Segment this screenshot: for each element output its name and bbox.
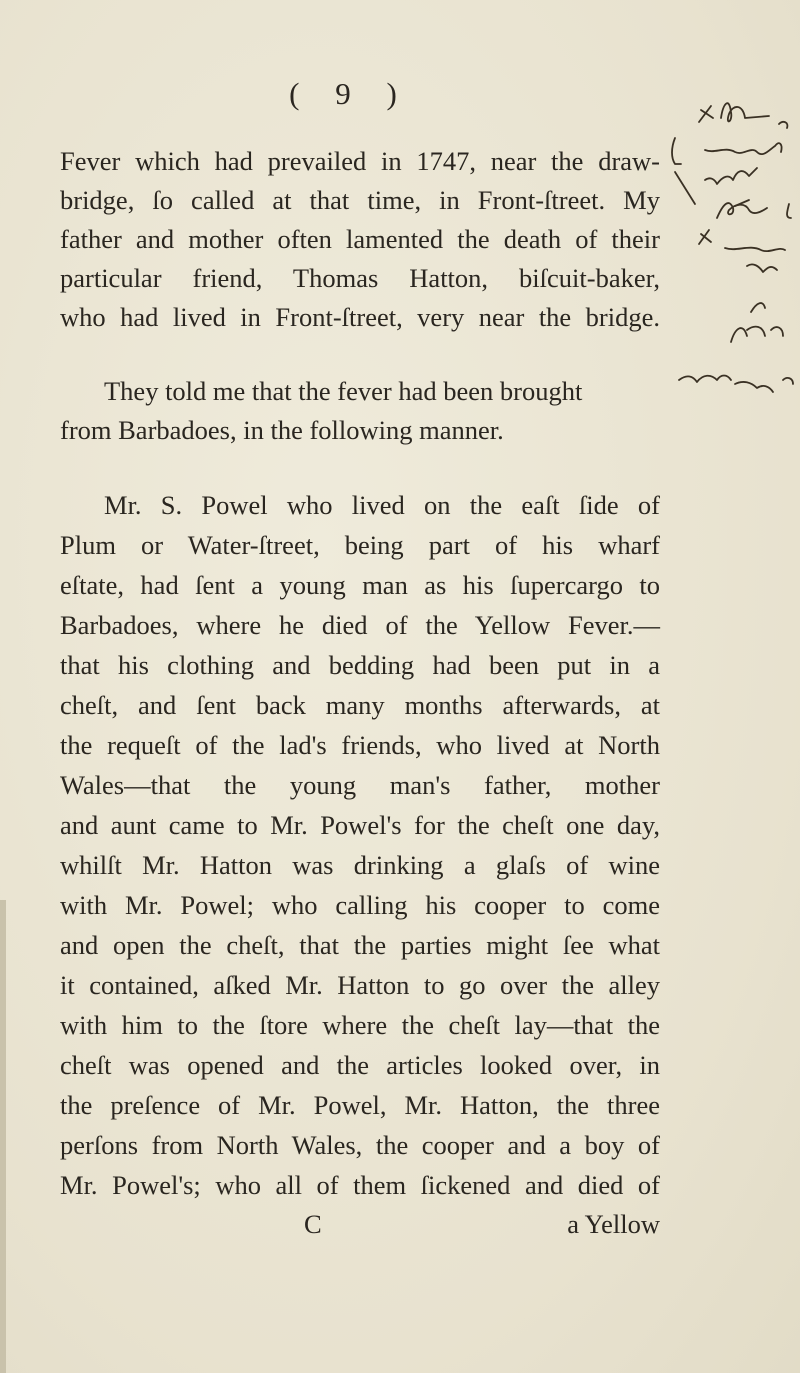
page-edge-shadow — [0, 900, 6, 1373]
text-line: father and mother often lamented the death of their — [60, 224, 660, 254]
text-line: and open the cheſt, that the parties might ſee what — [60, 930, 660, 960]
catchword: a Yellow — [567, 1209, 660, 1239]
text-line: Wales—that the young man's father, mother — [60, 770, 660, 800]
text-line: bridge, ſo called at that time, in Front-ſtreet. My — [60, 185, 660, 215]
text-line: cheſt, and ſent back many months afterwards, at — [60, 690, 660, 720]
handwritten-annotation-icon — [665, 80, 800, 420]
footer-line — [60, 1204, 660, 1244]
text-line: They told me that the fever had been brought — [104, 376, 583, 406]
text-line: it contained, aſked Mr. Hatton to go over the alley — [60, 970, 660, 1000]
text-line: Barbadoes, where he died of the Yellow Fever.— — [60, 610, 660, 640]
text-line: with Mr. Powel; who calling his cooper to come — [60, 890, 660, 920]
text-line: cheſt was opened and the articles looked over, in — [60, 1050, 660, 1080]
page-number: ( 9 ) — [289, 76, 411, 111]
text-line: the requeſt of the lad's friends, who lived at North — [60, 730, 660, 760]
text-line: Fever which had prevailed in 1747, near the draw- — [60, 146, 660, 176]
text-line: eſtate, had ſent a young man as his ſupercargo to — [60, 570, 660, 600]
text-line: perſons from North Wales, the cooper and a boy of — [60, 1130, 660, 1160]
text-line: from Barbadoes, in the following manner. — [60, 415, 504, 445]
text-line: Mr. S. Powel who lived on the eaſt ſide of — [104, 490, 660, 520]
text-line: particular friend, Thomas Hatton, biſcuit-baker, — [60, 263, 660, 293]
text-line: and aunt came to Mr. Powel's for the cheſt one day, — [60, 810, 660, 840]
text-line: Plum or Water-ſtreet, being part of his wharf — [60, 530, 660, 560]
text-line: whilſt Mr. Hatton was drinking a glaſs of wine — [60, 850, 660, 880]
text-line: Mr. Powel's; who all of them ſickened and died of — [60, 1170, 660, 1200]
text-line: with him to the ſtore where the cheſt lay—that the — [60, 1010, 660, 1040]
signature-mark: C — [304, 1209, 322, 1239]
text-line: the preſence of Mr. Powel, Mr. Hatton, the three — [60, 1090, 660, 1120]
text-line: that his clothing and bedding had been put in a — [60, 650, 660, 680]
text-line: who had lived in Front-ſtreet, very near the bridge. — [60, 302, 660, 332]
